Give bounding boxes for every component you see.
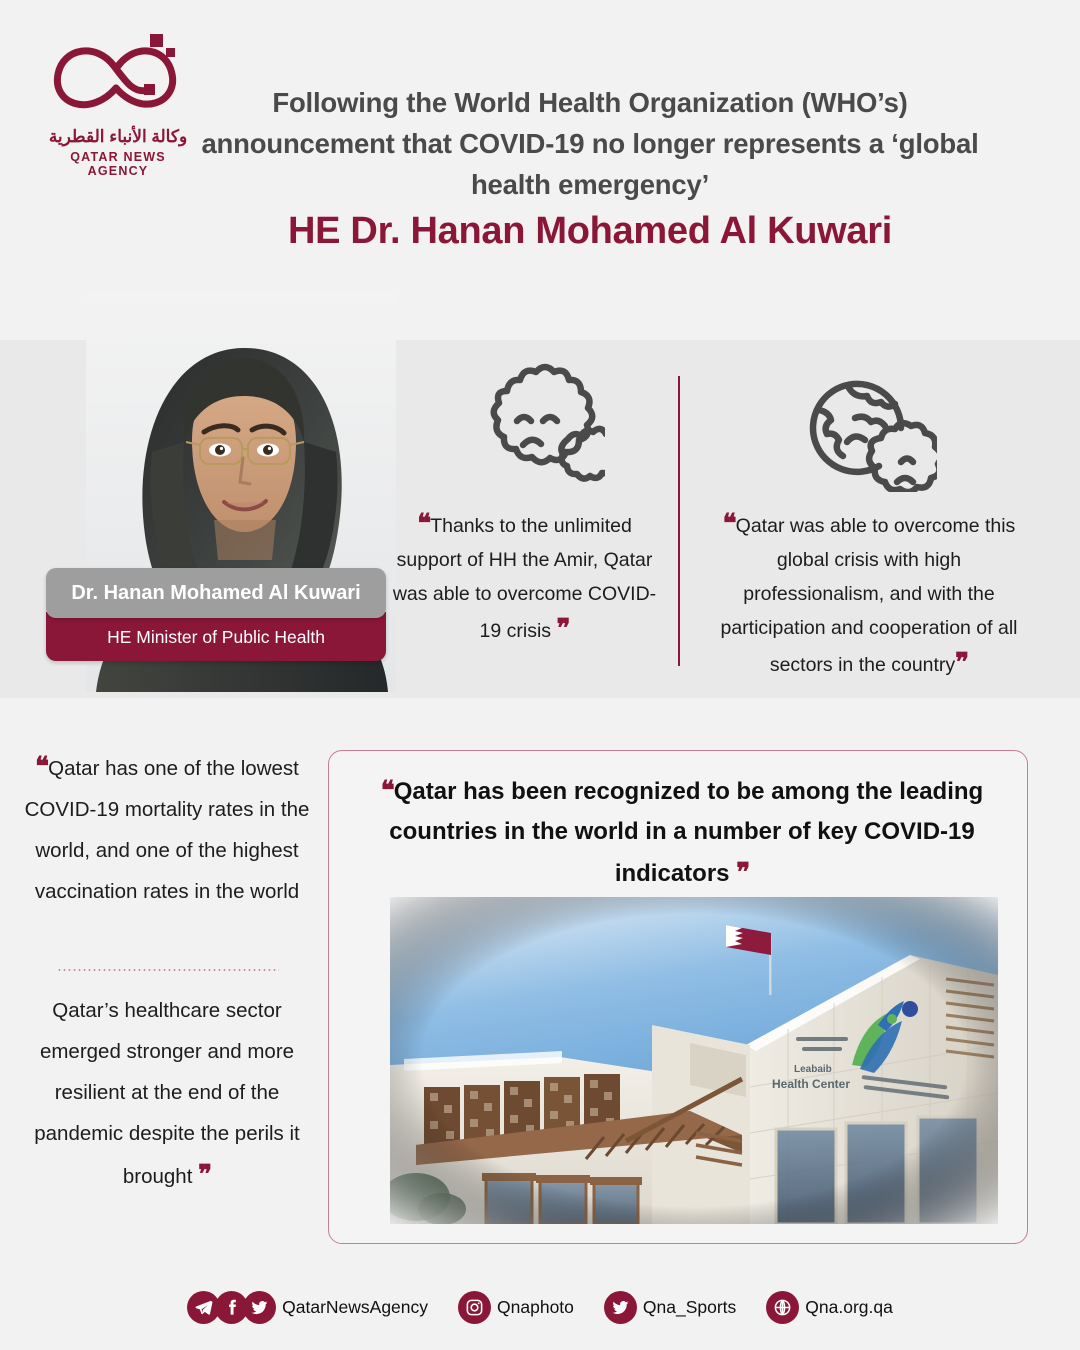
quote-close-mark: ❞ bbox=[736, 857, 750, 887]
social-label-qatarnewsagency[interactable]: QatarNewsAgency bbox=[282, 1296, 429, 1317]
person-title: HE Minister of Public Health bbox=[46, 612, 386, 661]
instagram-icon[interactable] bbox=[458, 1291, 491, 1324]
quote-open-mark: ❝ bbox=[722, 508, 736, 538]
logo-english-name: QATAR NEWS AGENCY bbox=[70, 150, 166, 178]
page-title: HE Dr. Hanan Mohamed Al Kuwari bbox=[287, 210, 893, 252]
qna-atom-logo-icon bbox=[38, 26, 198, 126]
quote-open-mark: ❝ bbox=[417, 508, 431, 538]
social-group-qnasports bbox=[604, 1291, 766, 1324]
quote-card bbox=[372, 770, 992, 894]
quote-band-left bbox=[382, 506, 667, 648]
quote-left-two-text: Qatar’s healthcare sector emerged stronger and more resilient at the end of the pandemic despite the perils it brought bbox=[34, 999, 300, 1188]
quote-open-mark: ❝ bbox=[380, 775, 394, 805]
social-footer bbox=[0, 1284, 1080, 1330]
quote-card-text: Qatar has been recognized to be among the leading countries in the world in a number of key COVID-19 indicators bbox=[389, 778, 984, 887]
twitter-icon[interactable] bbox=[243, 1291, 276, 1324]
globe-virus-icon bbox=[797, 366, 937, 497]
quote-left-two bbox=[22, 990, 312, 1197]
health-center-photo bbox=[390, 897, 998, 1224]
quote-band-left-text: Thanks to the unlimited support of HH the Amir, Qatar was able to overcome COVID-19 crisis bbox=[392, 515, 657, 642]
virus-icon bbox=[455, 363, 605, 498]
dotted-separator bbox=[57, 969, 279, 971]
social-group-qatarnewsagency bbox=[187, 1291, 458, 1324]
logo-arabic-name: وكالة الأنباء القطرية bbox=[48, 127, 188, 146]
name-card bbox=[46, 568, 386, 661]
person-name: Dr. Hanan Mohamed Al Kuwari bbox=[46, 568, 386, 618]
quote-left-one bbox=[22, 746, 312, 912]
headline: Following the World Health Organization (WHO’s) announcement that COVID-19 no longer represents a ‘global health emergency’ bbox=[201, 87, 979, 200]
quote-close-mark: ❞ bbox=[198, 1159, 212, 1189]
qna-logo bbox=[38, 26, 198, 178]
social-group-website bbox=[766, 1291, 893, 1324]
social-label-website[interactable]: Qna.org.qa bbox=[805, 1296, 893, 1317]
vertical-divider bbox=[678, 376, 680, 666]
quote-close-mark: ❞ bbox=[955, 647, 969, 677]
quote-open-mark: ❝ bbox=[35, 751, 49, 781]
quote-close-mark: ❞ bbox=[556, 613, 570, 643]
twitter-icon[interactable] bbox=[604, 1291, 637, 1324]
quote-left-one-text: Qatar has one of the lowest COVID-19 mortality rates in the world, and one of the highest vaccination rates in the world bbox=[24, 757, 310, 903]
social-label-qnaphoto[interactable]: Qnaphoto bbox=[497, 1296, 574, 1317]
social-label-qnasports[interactable]: Qna_Sports bbox=[642, 1296, 737, 1317]
social-group-qnaphoto bbox=[458, 1291, 604, 1324]
globe-icon[interactable] bbox=[766, 1291, 799, 1324]
quote-band-right bbox=[704, 506, 1034, 682]
quote-band-right-text: Qatar was able to overcome this global crisis with high professionalism, and with the participation and cooperation of all sectors in the country bbox=[720, 515, 1018, 676]
